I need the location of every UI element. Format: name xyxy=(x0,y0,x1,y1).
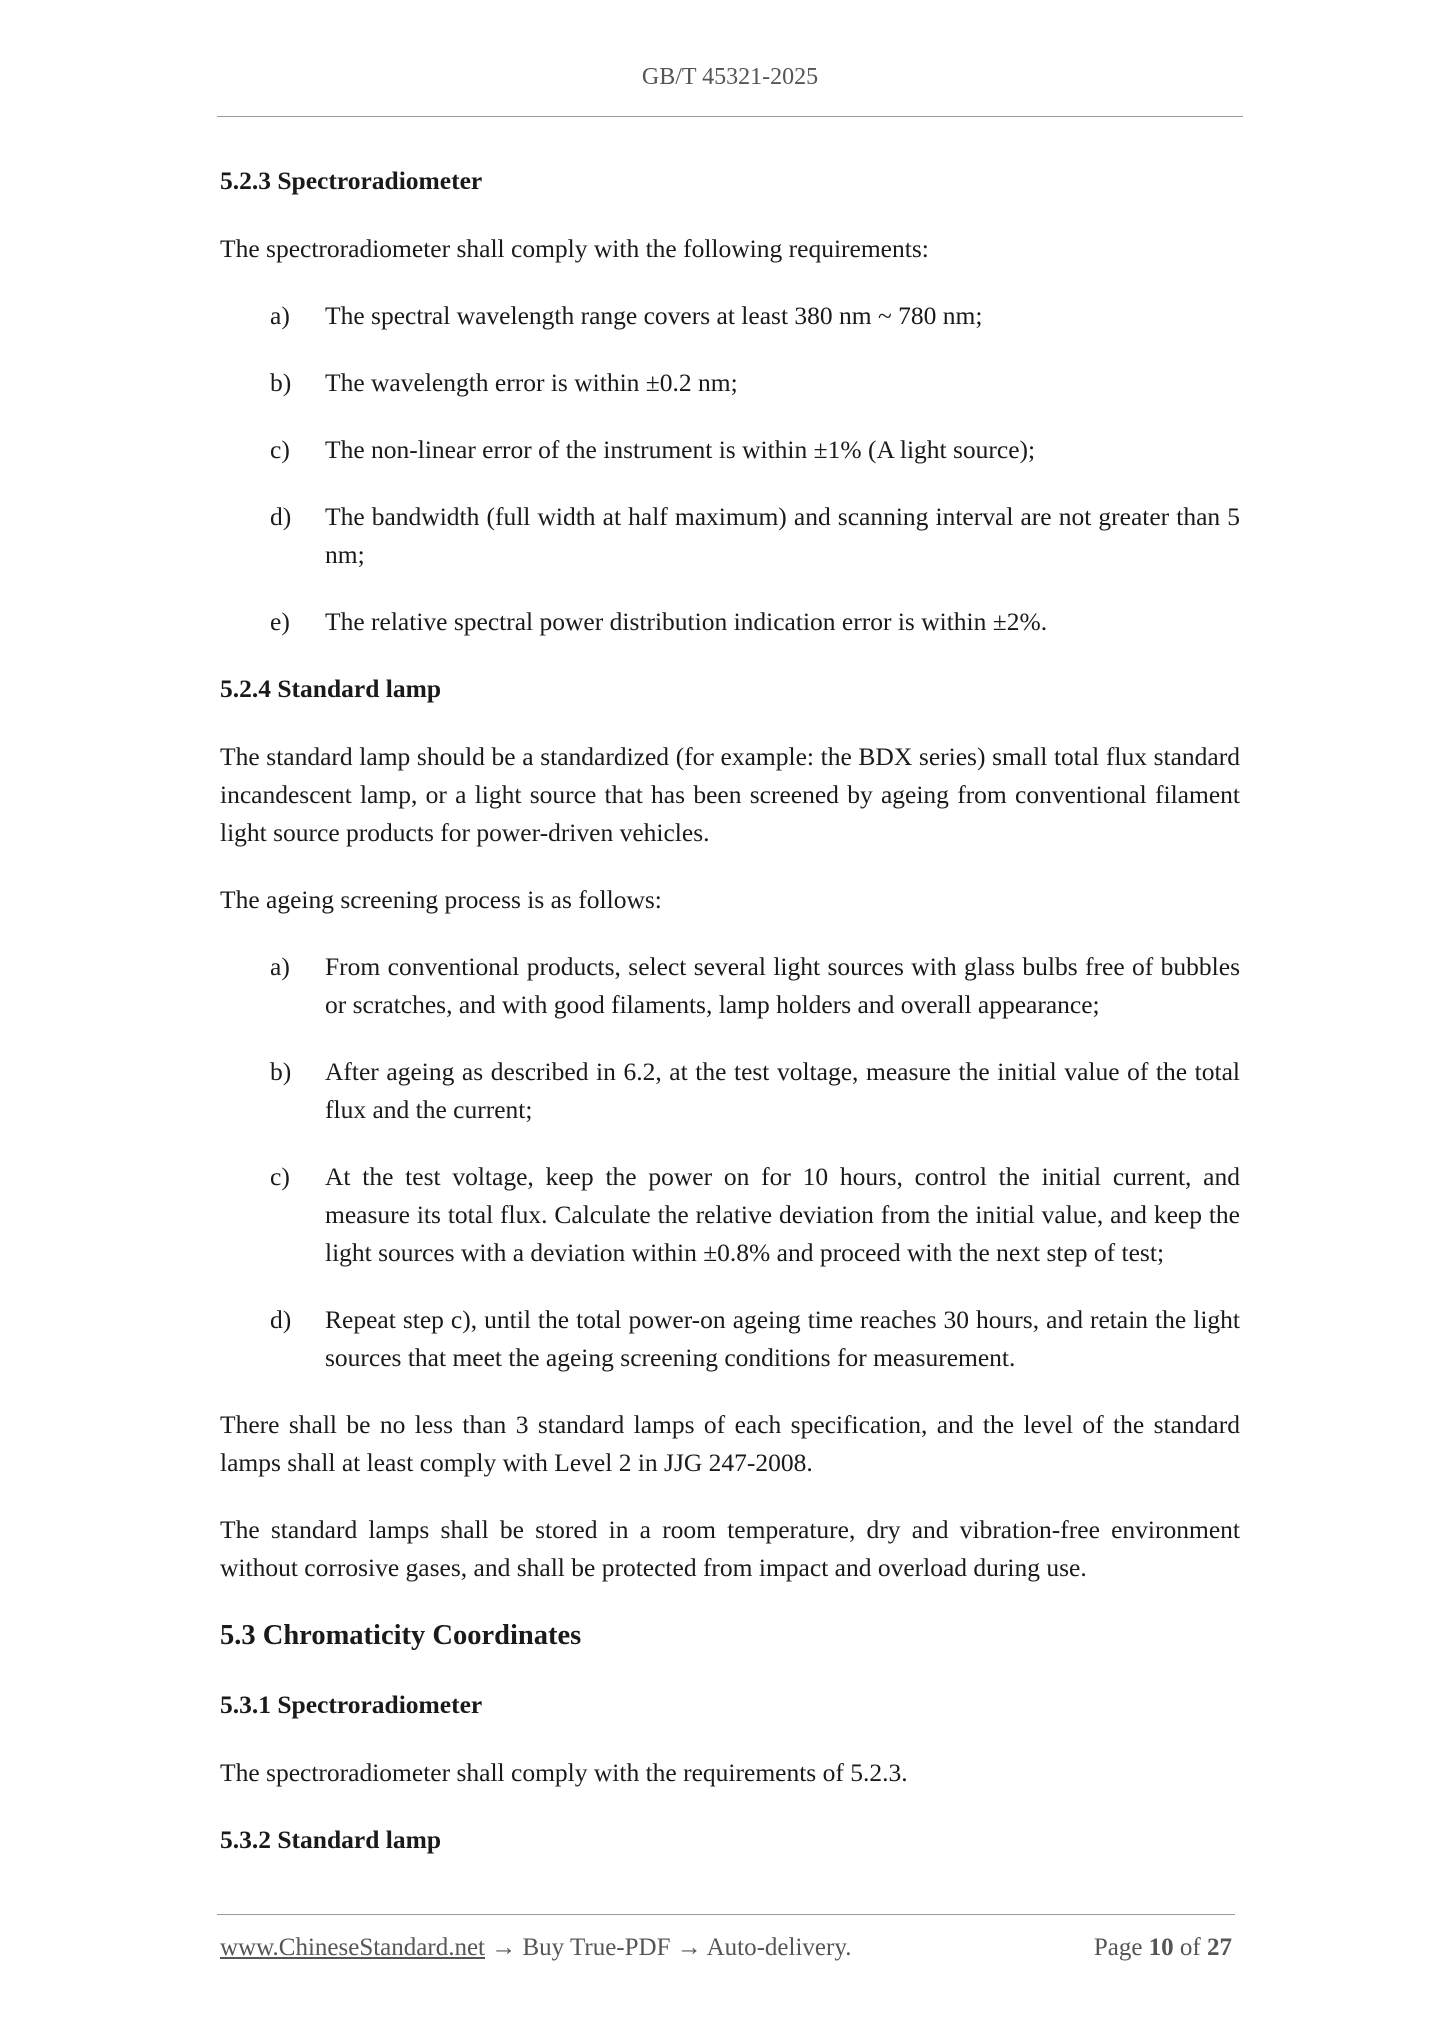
list-marker: c) xyxy=(270,1162,290,1191)
page-indicator xyxy=(1094,1934,1232,1962)
paragraph: The standard lamps shall be stored in a room temperature, dry and vibration-free environment without corrosive gases, and shall be protected from impact and overload during use. xyxy=(220,1515,1240,1582)
paragraph: The spectroradiometer shall comply with the requirements of 5.2.3. xyxy=(220,1758,908,1787)
website-link[interactable]: www.ChineseStandard.net xyxy=(220,1934,485,1961)
document-body xyxy=(220,162,1240,1889)
list-item xyxy=(220,498,1240,574)
list-item xyxy=(220,297,1240,335)
list-item-text: The bandwidth (full width at half maximum) and scanning interval are not greater than 5 nm; xyxy=(325,502,1240,569)
page-footer xyxy=(220,1934,1232,1962)
footer-left xyxy=(220,1934,851,1962)
section-heading-5-3-2: 5.3.2 Standard lamp xyxy=(220,1825,442,1854)
list-item-text: From conventional products, select several light sources with glass bulbs free of bubbles or scratches, and with good filaments, lamp holders and overall appearance; xyxy=(325,952,1240,1019)
list-marker: a) xyxy=(270,301,290,330)
list-item-text: The non-linear error of the instrument is within ±1% (A light source); xyxy=(325,435,1036,464)
page-total: 27 xyxy=(1207,1934,1232,1961)
list-item xyxy=(220,1158,1240,1272)
footer-tagline: → Buy True-PDF → Auto-delivery. xyxy=(485,1934,852,1961)
list-marker: b) xyxy=(270,1057,292,1086)
list-marker: d) xyxy=(270,502,292,531)
paragraph: There shall be no less than 3 standard lamps of each specification, and the level of the standard lamps shall at least comply with Level 2 in JJG 247-2008. xyxy=(220,1410,1240,1477)
list-item xyxy=(220,1301,1240,1377)
requirements-list xyxy=(220,297,1240,641)
paragraph: The spectroradiometer shall comply with the following requirements: xyxy=(220,234,929,263)
paragraph: The standard lamp should be a standardized (for example: the BDX series) small total flux standard incandescent lamp, or a light source that has been screened by ageing from conventional filament light source products for power-driven vehicles. xyxy=(220,742,1240,847)
list-item-text: The spectral wavelength range covers at least 380 nm ~ 780 nm; xyxy=(325,301,983,330)
list-item xyxy=(220,431,1240,469)
footer-divider xyxy=(217,1914,1235,1915)
list-item-text: After ageing as described in 6.2, at the test voltage, measure the initial value of the total flux and the current; xyxy=(325,1057,1240,1124)
header-divider xyxy=(217,116,1243,117)
section-heading-5-2-3: 5.2.3 Spectroradiometer xyxy=(220,166,483,195)
list-item-text: Repeat step c), until the total power-on ageing time reaches 30 hours, and retain the light sources that meet the ageing screening conditions for measurement. xyxy=(325,1305,1240,1372)
list-item xyxy=(220,603,1240,641)
list-item-text: The wavelength error is within ±0.2 nm; xyxy=(325,368,738,397)
list-marker: c) xyxy=(270,435,290,464)
page-header: GB/T 45321-2025 xyxy=(641,64,819,90)
list-marker: e) xyxy=(270,607,290,636)
page-label: Page xyxy=(1093,1934,1143,1961)
paragraph: The ageing screening process is as follows: xyxy=(220,885,662,914)
section-heading-5-3: 5.3 Chromaticity Coordinates xyxy=(220,1620,582,1651)
page-of-label: of xyxy=(1179,1934,1201,1961)
section-heading-5-3-1: 5.3.1 Spectroradiometer xyxy=(220,1690,483,1719)
section-heading-5-2-4: 5.2.4 Standard lamp xyxy=(220,674,442,703)
page-current: 10 xyxy=(1148,1934,1174,1961)
list-item-text: The relative spectral power distribution indication error is within ±2%. xyxy=(325,607,1048,636)
list-item-text: At the test voltage, keep the power on for 10 hours, control the initial current, and measure its total flux. Calculate the relative deviation from the initial value, and keep the light sources with a deviation within ±0.8% and proceed with the next step of test; xyxy=(325,1162,1240,1267)
list-item xyxy=(220,1053,1240,1129)
list-marker: d) xyxy=(270,1305,292,1334)
list-marker: b) xyxy=(270,368,292,397)
list-item xyxy=(220,364,1240,402)
list-marker: a) xyxy=(270,952,290,981)
ageing-steps-list xyxy=(220,948,1240,1377)
list-item xyxy=(220,948,1240,1024)
